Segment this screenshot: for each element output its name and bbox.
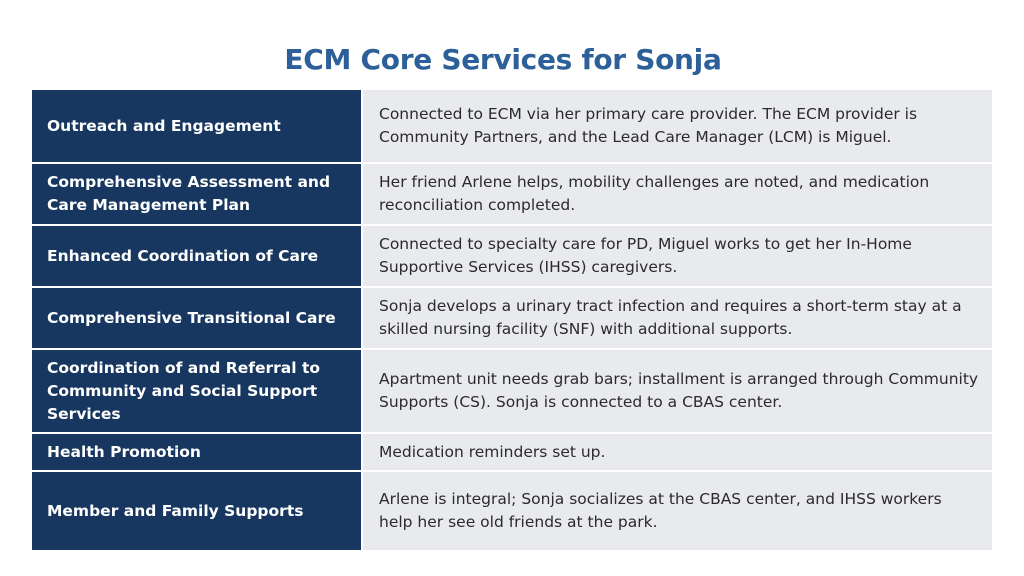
service-description-transitional-care: Sonja develops a urinary tract infection and requires a short-term stay at a skilled nursing facility (SNF) with additional supports. <box>361 288 992 350</box>
service-description-health-promotion: Medication reminders set up. <box>361 434 992 472</box>
service-description-referral: Apartment unit needs grab bars; installment is arranged through Community Supports (CS). Sonja is connected to a CBAS center. <box>361 350 992 434</box>
service-description-coordination: Connected to specialty care for PD, Miguel works to get her In-Home Supportive Services (IHSS) caregivers. <box>361 226 992 288</box>
service-description-assessment: Her friend Arlene helps, mobility challenges are noted, and medication reconciliation completed. <box>361 164 992 226</box>
service-label-assessment: Comprehensive Assessment and Care Management Plan <box>32 164 361 226</box>
page-title: ECM Core Services for Sonja <box>284 43 722 76</box>
service-description-outreach: Connected to ECM via her primary care provider. The ECM provider is Community Partners, and the Lead Care Manager (LCM) is Miguel. <box>361 90 992 164</box>
services-table <box>32 90 992 550</box>
service-label-health-promotion: Health Promotion <box>32 434 361 472</box>
service-description-family-supports: Arlene is integral; Sonja socializes at the CBAS center, and IHSS workers help her see old friends at the park. <box>361 472 992 550</box>
service-label-family-supports: Member and Family Supports <box>32 472 361 550</box>
service-label-referral: Coordination of and Referral to Community and Social Support Services <box>32 350 361 434</box>
service-label-outreach: Outreach and Engagement <box>32 90 361 164</box>
service-label-transitional-care: Comprehensive Transitional Care <box>32 288 361 350</box>
service-label-coordination: Enhanced Coordination of Care <box>32 226 361 288</box>
